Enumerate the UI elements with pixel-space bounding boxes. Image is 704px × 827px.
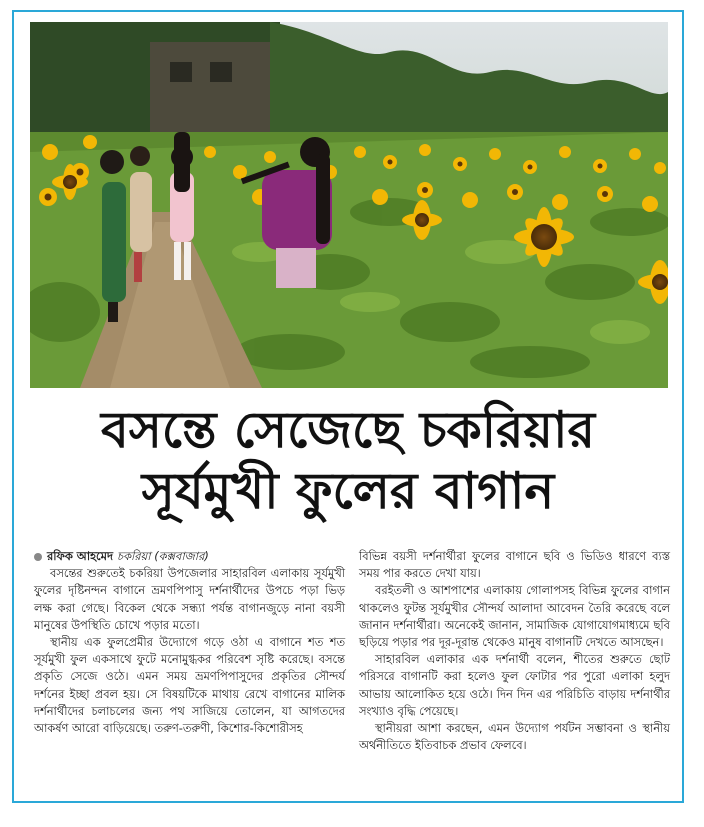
headline xyxy=(24,400,672,522)
dateline-location: চকরিয়া (কক্সবাজার) xyxy=(116,549,209,563)
bullet-dot-icon xyxy=(34,553,42,561)
reporter-name: রফিক আহমেদ xyxy=(47,549,113,563)
byline xyxy=(34,548,345,565)
paragraph: বিভিন্ন বয়সী দর্শনার্থীরা ফুলের বাগানে ছবি ও ভিডিও ধারণে ব্যস্ত সময় পার করতে দেখা যায়। xyxy=(359,549,670,581)
sunflower-field-photo xyxy=(30,22,668,388)
paragraph: স্থানীয় এক ফুলপ্রেমীর উদ্যোগে গড়ে ওঠা এ বাগানে শত শত সূর্যমুখী ফুল একসাথে ফুটে মনোমুগ্ধকর পরিবেশ সৃষ্টি করেছে। বসন্তে প্রকৃতি সেজে ওঠে। এমন সময় ভ্রমণপিপাসুদের প্রকৃতির সৌন্দর্য দর্শনের ইচ্ছা প্রবল হয়। সে বিষয়টিকে মাথায় রেখে বাগানের মালিক দর্শনার্থীদের চলাচলের জন্য পথ সাজিয়ে তোলেন, যা আগতদের আকর্ষণ আরো বাড়িয়েছে। তরুণ-তরুণী, কিশোর-কিশোরীসহ xyxy=(34,635,345,736)
paragraph: বসন্তের শুরুতেই চকরিয়া উপজেলার সাহারবিল এলাকায় সূর্যমুখী ফুলের দৃষ্টিনন্দন বাগানে ভ্রমণপিপাসু দর্শনার্থীদের উপচে পড়া ভিড় লক্ষ করা গেছে। বিকেল থেকে সন্ধ্যা পর্যন্ত বাগানজুড়ে নানা বয়সী মানুষের উপস্থিতি চোখে পড়ার মতো। xyxy=(34,566,345,632)
article-column-2 xyxy=(359,548,670,798)
article-frame xyxy=(12,10,684,803)
article-body xyxy=(34,548,670,798)
headline-line-2: সূর্যমুখী ফুলের বাগান xyxy=(141,462,555,520)
paragraph: সাহারবিল এলাকার এক দর্শনার্থী বলেন, শীতের শুরুতে ছোট পরিসরে বাগানটি করা হলেও ফুল ফোটার পর পুরো এলাকা হলুদ আভায় আলোকিত হয়ে ওঠে। দিন দিন এর পরিচিতি বাড়ায় দর্শনার্থীর সংখ্যাও বৃদ্ধি পেয়েছে। xyxy=(359,652,670,718)
article-column-1 xyxy=(34,548,345,798)
paragraph: বরইতলী ও আশপাশের এলাকায় গোলাপসহ বিভিন্ন ফুলের বাগান থাকলেও ফুটন্ত সূর্যমুখীর সৌন্দর্য আলাদা আবেদন তৈরি করেছে বলে জানান দর্শনার্থীরা। অনেকেই জানান, সামাজিক যোগাযোগমাধ্যমে ছবি ছড়িয়ে পড়ার পর দূর-দূরান্ত থেকেও মানুষ বাগানটি দেখতে আসছেন। xyxy=(359,583,670,650)
headline-line-1: বসন্তে সেজেছে চকরিয়ার xyxy=(101,401,595,459)
paragraph: স্থানীয়রা আশা করছেন, এমন উদ্যোগ পর্যটন সম্ভাবনা ও স্থানীয় অর্থনীতিতে ইতিবাচক প্রভাব ফেলবে। xyxy=(359,721,670,753)
